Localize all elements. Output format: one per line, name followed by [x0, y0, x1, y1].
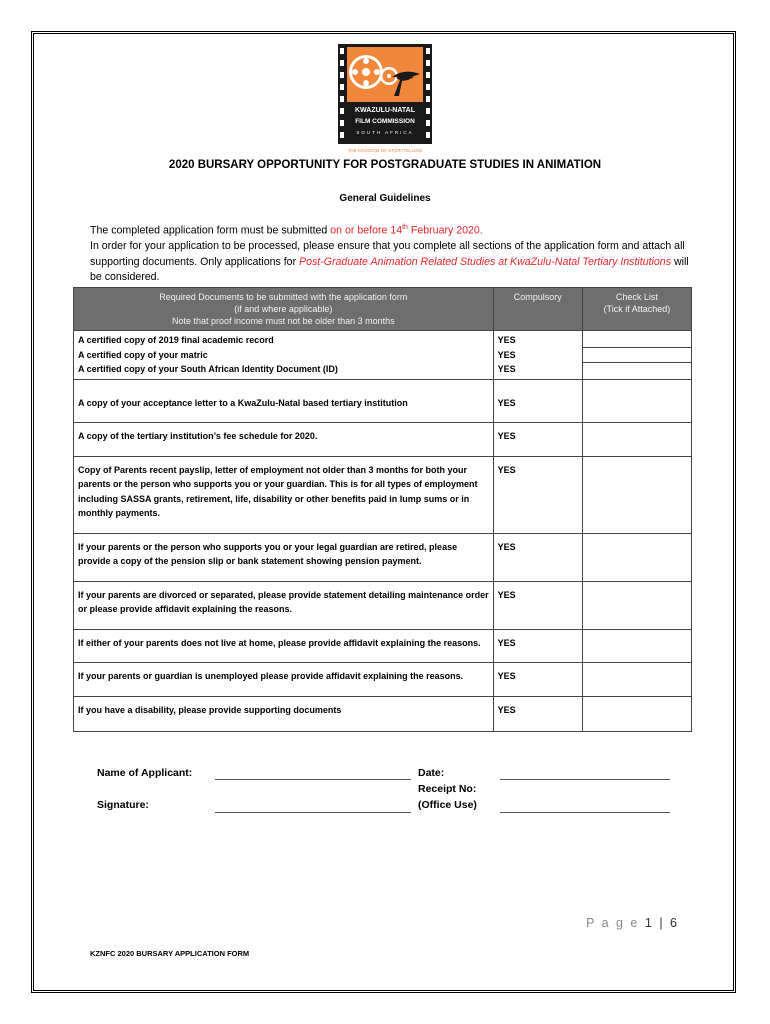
row-req: YES	[493, 379, 582, 423]
receipt-label: Receipt No:	[418, 783, 477, 795]
table-row	[74, 456, 692, 533]
row-doc: A copy of the tertiary institution’s fee schedule for 2020.	[74, 423, 494, 457]
row-req: YES	[493, 629, 582, 663]
checkbox-cell[interactable]	[582, 629, 691, 663]
checkbox-cell[interactable]	[582, 456, 691, 533]
header-col1-line3: Note that proof income must not be older than 3 months	[172, 316, 395, 326]
checkbox-cell[interactable]	[582, 581, 691, 629]
logo-line3: SOUTH AFRICA	[356, 130, 414, 135]
table-header-row	[74, 288, 692, 331]
row-doc: If either of your parents does not live at home, please provide affidavit explaining the reasons.	[74, 629, 494, 663]
signature-field[interactable]	[215, 812, 411, 813]
checkbox-cell[interactable]	[582, 533, 691, 581]
document-subtitle: General Guidelines	[339, 193, 431, 204]
name-of-applicant-field[interactable]	[215, 779, 411, 780]
intro-paragraph-2	[90, 239, 690, 286]
row-doc: If your parents or guardian is unemployed please provide affidavit explaining the reasons.	[74, 663, 494, 697]
row-req: YES	[497, 335, 516, 345]
row-req: YES	[493, 533, 582, 581]
name-of-applicant-label: Name of Applicant:	[97, 767, 193, 779]
row-req: YES	[493, 456, 582, 533]
page-total: 6	[670, 916, 679, 930]
checkbox-cell[interactable]	[582, 696, 691, 732]
date-field[interactable]	[500, 779, 670, 780]
row-req: YES	[493, 696, 582, 732]
page-number	[586, 916, 679, 930]
required-documents-table	[73, 287, 692, 732]
row-req: YES	[497, 349, 516, 360]
intro-p2-end: will be considered.	[90, 255, 689, 284]
checkbox-cell[interactable]	[582, 663, 691, 697]
row-req: YES	[497, 364, 516, 374]
receipt-number-field[interactable]	[500, 812, 670, 813]
kznfc-logo	[330, 44, 440, 154]
deadline-text: on or before 14	[330, 224, 403, 237]
row-req: YES	[493, 423, 582, 457]
office-use-label: (Office Use)	[418, 799, 477, 811]
checkbox-cell[interactable]	[582, 379, 691, 423]
row-doc: If your parents or the person who supports you or your legal guardian are retired, please provide a copy of the pension slip or bank statement showing pension payment.	[74, 533, 494, 581]
header-col3-line1: Check List	[615, 292, 658, 302]
header-col1-line1: Required Documents to be submitted with the application form	[159, 292, 408, 302]
logo-line2: FILM COMMISSION	[355, 118, 415, 125]
footer-text: KZNFC 2020 BURSARY APPLICATION FORM	[90, 949, 250, 958]
row-checklist-cell[interactable]	[582, 331, 691, 380]
header-required-documents	[74, 288, 494, 331]
logo-line1: KWAZULU-NATAL	[354, 107, 416, 114]
table-row	[74, 663, 692, 697]
row-doc: A certified copy of 2019 final academic record	[78, 335, 274, 345]
page-label: P a g e	[586, 916, 640, 930]
table-row	[74, 423, 692, 457]
checkbox-cell[interactable]	[582, 423, 691, 457]
table-row	[74, 379, 692, 423]
header-col1-line2: (if and where applicable)	[234, 304, 333, 314]
date-label: Date:	[418, 767, 445, 779]
deadline-month: February 2020.	[407, 224, 483, 237]
row-compulsory-cell	[493, 331, 582, 380]
intro-text	[90, 220, 690, 286]
row-doc: A copy of your acceptance letter to a KwaZulu-Natal based tertiary institution	[74, 379, 494, 423]
table-row	[74, 331, 692, 380]
intro-paragraph-1	[90, 220, 690, 239]
table-row	[74, 533, 692, 581]
row-doc: If you have a disability, please provide supporting documents	[74, 696, 494, 732]
header-col3-line2: (Tick if Attached)	[603, 304, 671, 314]
signature-label: Signature:	[97, 799, 149, 811]
table-row	[74, 696, 692, 732]
row-doc: A certified copy of your matric	[78, 349, 208, 360]
row-req: YES	[493, 663, 582, 697]
row-doc: A certified copy of your South African Identity Document (ID)	[78, 364, 338, 374]
row-doc: If your parents are divorced or separated, please provide statement detailing maintenance order or please provide affidavit explaining the reasons.	[74, 581, 494, 629]
checkbox-cell[interactable]	[583, 348, 691, 363]
header-compulsory: Compulsory	[493, 288, 582, 331]
intro-p2: In order for your application to be processed, please ensure that you complete all sections of the application form and attach all supporting documents. Only applications for	[90, 240, 685, 268]
document-title: 2020 BURSARY OPPORTUNITY FOR POSTGRADUATE STUDIES IN ANIMATION	[168, 159, 602, 171]
row-req: YES	[493, 581, 582, 629]
checkbox-cell[interactable]	[583, 333, 691, 348]
eligibility-text: Post-Graduate Animation Related Studies at KwaZulu-Natal Tertiary Institutions	[299, 255, 671, 268]
table-row	[74, 581, 692, 629]
intro-p1-start: The completed application form must be submitted	[90, 224, 331, 237]
header-checklist	[582, 288, 691, 331]
page-separator: |	[659, 916, 665, 930]
row-documents-cell	[74, 331, 494, 380]
logo-tagline: THE KINGDOM OF STORYTELLING	[347, 148, 423, 153]
page-current: 1	[644, 916, 654, 930]
deadline-sup: th	[402, 224, 408, 231]
table-row	[74, 629, 692, 663]
row-doc: Copy of Parents recent payslip, letter of employment not older than 3 months for both your parents or the person who supports you or your guardian. This is for all types of employment including SASSA grants, retirement, life, disability or other benefits paid in lump sums or in monthly payments.	[74, 456, 494, 533]
